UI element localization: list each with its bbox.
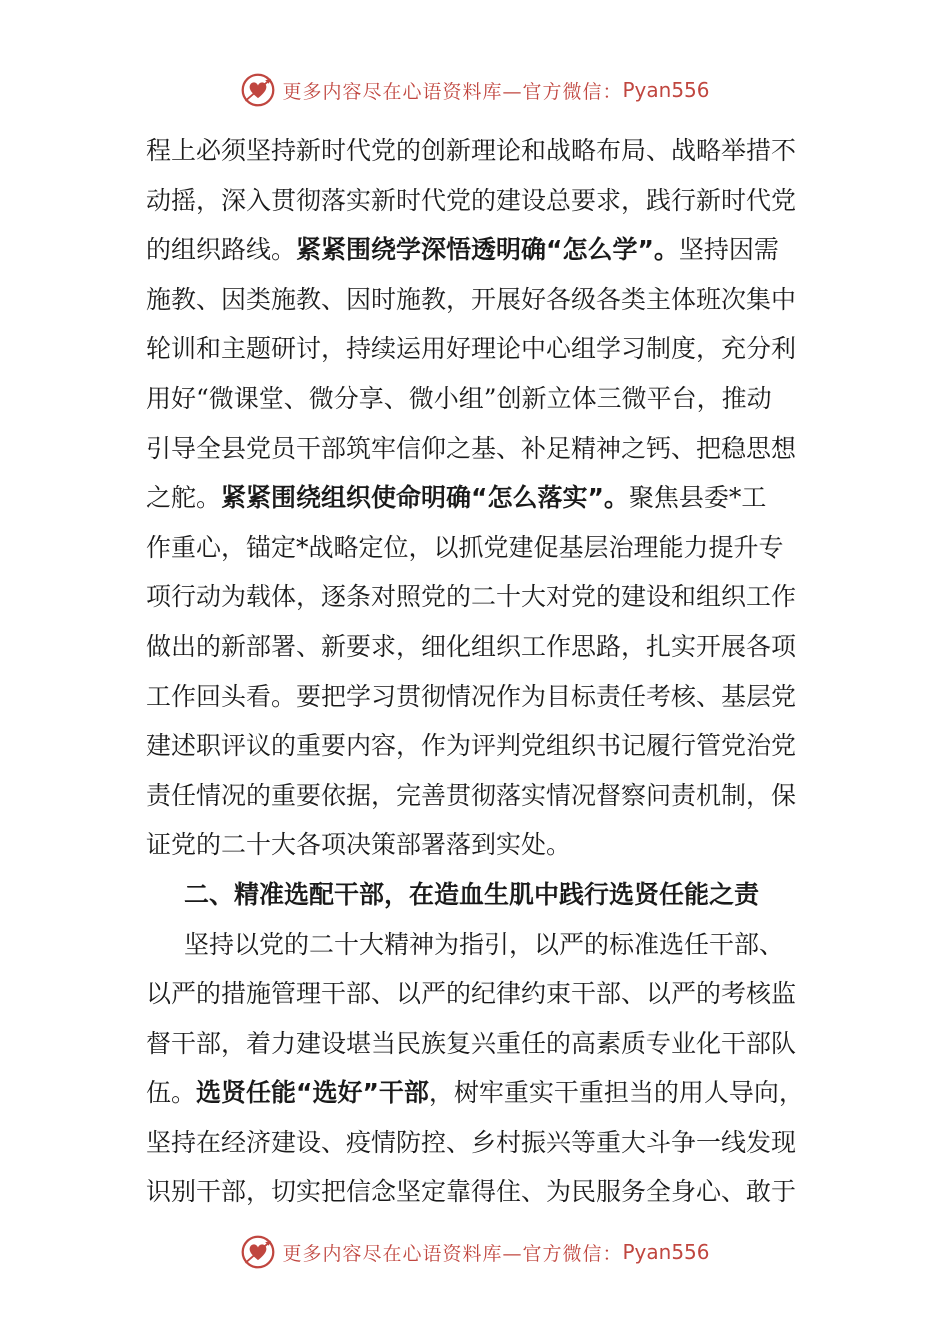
text-line (146, 820, 811, 870)
watermark-footer (0, 1234, 950, 1270)
text-line (146, 1068, 811, 1118)
text-line (146, 324, 811, 374)
text-run: 工作回头看。要把学习贯彻情况作为目标责任考核、基层党 (146, 681, 797, 711)
watermark-wechat-id: Pyan556 (622, 1240, 710, 1264)
heart-arrow-logo-icon (240, 72, 276, 108)
text-line (146, 622, 811, 672)
bold-emphasis: 紧紧围绕学深悟透明确“怎么学”。 (296, 235, 679, 265)
text-run: 程上必须坚持新时代党的创新理论和战略布局、战略举措不 (146, 136, 797, 165)
text-run: 之舵。 (146, 483, 222, 513)
text-line (146, 771, 811, 821)
section-heading (146, 870, 811, 920)
text-run: ，树牢重实干重担当的用人导向， (428, 1078, 804, 1108)
text-line (146, 969, 811, 1019)
text-line (146, 225, 811, 275)
text-line (146, 424, 811, 474)
text-line (146, 721, 811, 771)
text-line (146, 523, 811, 573)
bold-emphasis: 选贤任能“选好”干部 (196, 1078, 429, 1108)
watermark-text: 更多内容尽在心语资料库—官方微信： (282, 1242, 623, 1265)
text-run: 二、精准选配干部，在造血生肌中践行选贤任能之责 (184, 879, 760, 909)
text-run: 作重心，锚定*战略定位，以抓党建促基层治理能力提升专 (146, 532, 784, 562)
text-line (146, 473, 811, 523)
heart-arrow-logo-icon (240, 1234, 276, 1270)
text-run: 聚焦县委*工 (628, 483, 767, 513)
text-run: 施教、因类施教、因时施教，开展好各级各类主体班次集中 (146, 284, 797, 314)
text-run: 督干部，着力建设堪当民族复兴重任的高素质专业化干部队 (146, 1028, 797, 1058)
text-run: 伍。 (146, 1078, 197, 1108)
text-line (146, 275, 811, 325)
text-line (146, 1019, 811, 1069)
text-run: 动摇，深入贯彻落实新时代党的建设总要求，践行新时代党 (146, 185, 797, 215)
watermark-text: 更多内容尽在心语资料库—官方微信： (282, 80, 623, 103)
text-line (146, 1118, 811, 1168)
text-run: 证党的二十大各项决策部署落到实处。 (146, 830, 572, 860)
text-run: 项行动为载体，逐条对照党的二十大对党的建设和组织工作 (146, 582, 797, 612)
text-line (146, 572, 811, 622)
text-line (146, 672, 811, 722)
text-run: 责任情况的重要依据，完善贯彻落实情况督察问责机制，保 (146, 780, 797, 810)
text-run: 用好“微课堂、微分享、微小组”创新立体三微平台，推动 (146, 383, 772, 413)
text-run: 坚持在经济建设、疫情防控、乡村振兴等重大斗争一线发现 (146, 1127, 797, 1157)
text-line (146, 176, 811, 226)
watermark-wechat-id: Pyan556 (622, 78, 710, 102)
text-line (146, 920, 811, 970)
bold-emphasis: 紧紧围绕组织使命明确“怎么落实”。 (221, 483, 629, 513)
text-run: 以严的措施管理干部、以严的纪律约束干部、以严的考核监 (146, 979, 797, 1009)
text-line (146, 374, 811, 424)
text-run: 坚持以党的二十大精神为指引，以严的标准选任干部、 (184, 929, 785, 959)
text-line (146, 126, 811, 176)
text-run: 的组织路线。 (146, 235, 297, 265)
text-run: 引导全县党员干部筑牢信仰之基、补足精神之钙、把稳思想 (146, 433, 797, 463)
text-run: 轮训和主题研讨，持续运用好理论中心组学习制度，充分利 (146, 334, 797, 364)
text-run: 建述职评议的重要内容，作为评判党组织书记履行管党治党 (146, 731, 797, 761)
watermark-header (0, 72, 950, 108)
document-body (146, 126, 811, 1217)
text-run: 做出的新部署、新要求，细化组织工作思路，扎实开展各项 (146, 631, 797, 661)
text-run: 识别干部，切实把信念坚定靠得住、为民服务全身心、敢于 (146, 1177, 797, 1207)
text-line (146, 1167, 811, 1217)
text-run: 坚持因需 (678, 235, 779, 265)
